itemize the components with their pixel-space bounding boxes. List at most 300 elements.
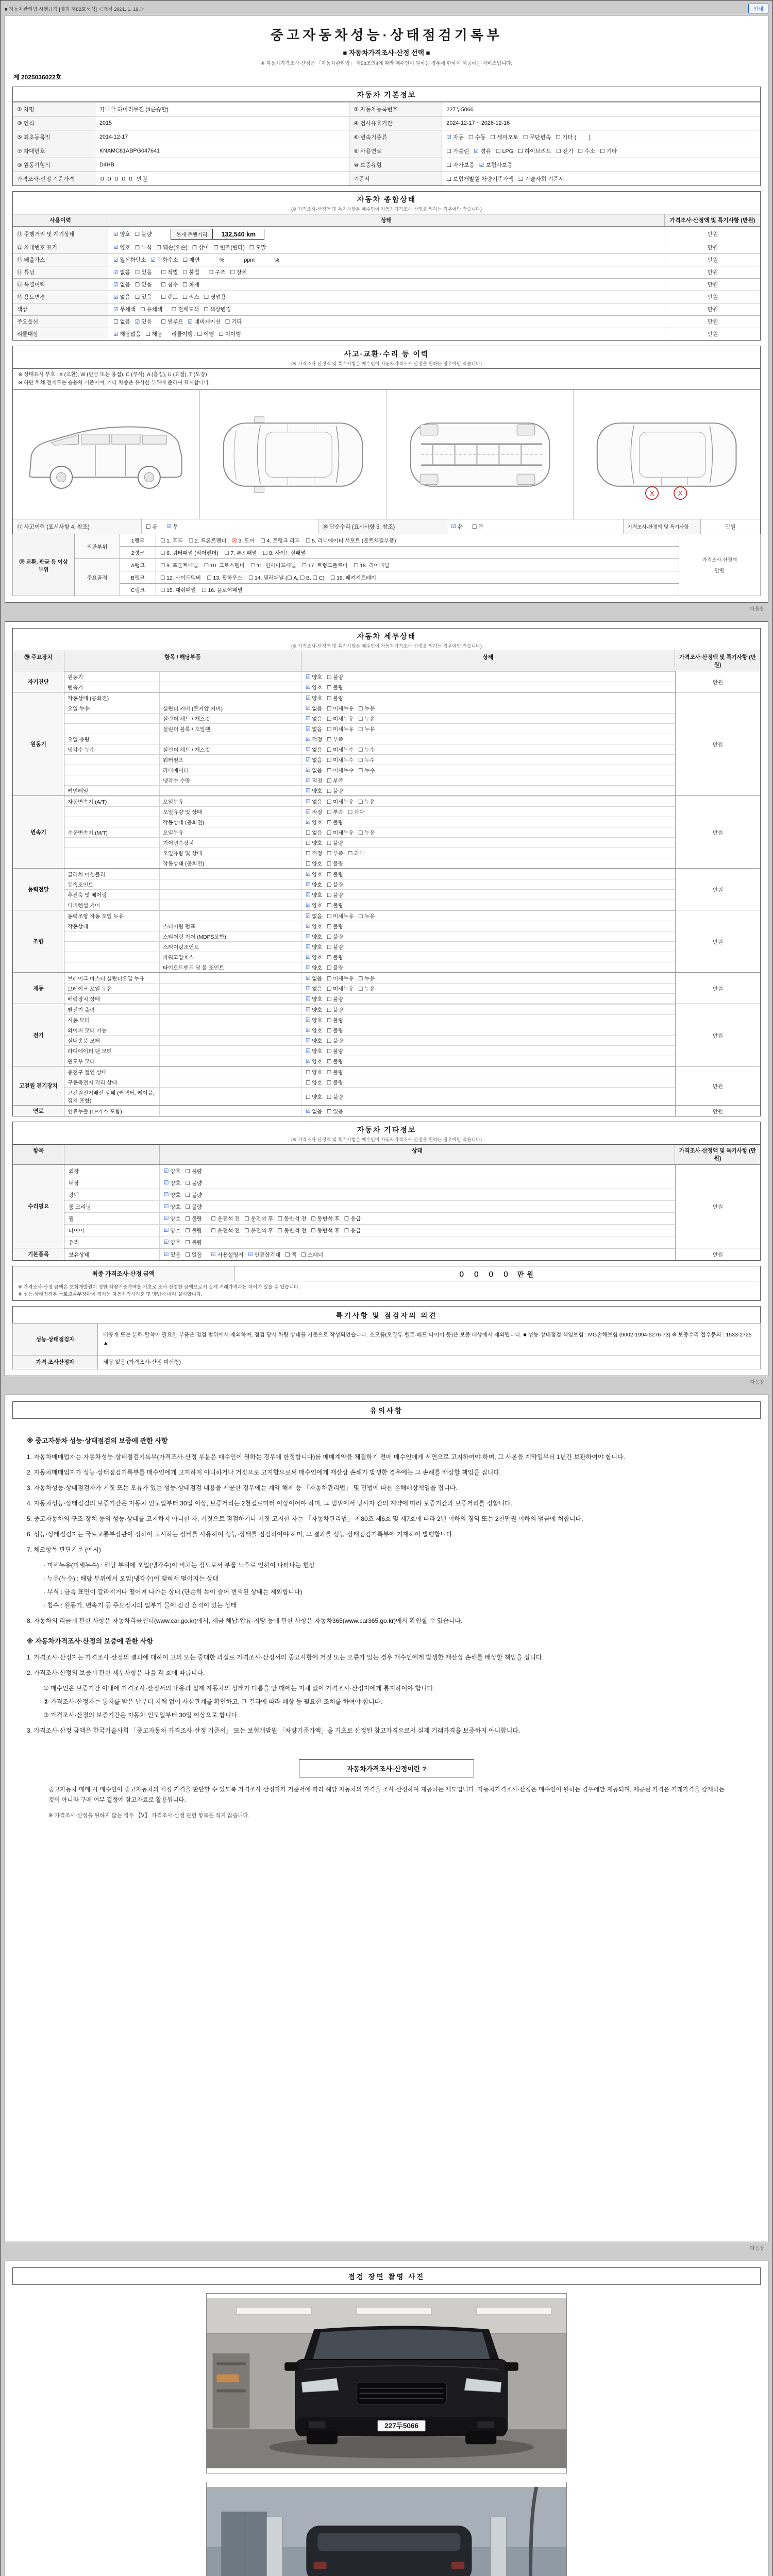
price-cell: 만원: [675, 796, 760, 868]
sub-item-label: [160, 1106, 301, 1116]
sub-item-label: [160, 984, 301, 993]
status-cell: ☑ 양호 ☐ 불량: [306, 1027, 344, 1034]
field-label: ⑩ 보증유형: [349, 158, 442, 172]
basic-info-row: [13, 158, 760, 172]
device-row: [64, 765, 675, 775]
price-cell: 만원: [675, 1004, 760, 1066]
price-cell: 만원: [665, 241, 760, 253]
status-cell: ☑ 양호 ☐ 불량: [306, 1017, 344, 1024]
remarks-table: [12, 1323, 761, 1369]
appraiser-comment: 해당 없음 (가격조사·산정 미신청): [98, 1355, 761, 1369]
sub-item-label: 오일누유: [160, 827, 301, 837]
exchange-mark-rear-door: [674, 486, 687, 499]
final-price-label: 최종 가격조사·산정 금액: [13, 1266, 234, 1281]
device-row: [64, 744, 675, 754]
status-cell: ☑ 없음 ☐ 있음: [306, 1108, 344, 1115]
item-label: [64, 962, 160, 972]
item-label: 구동축전지 격리 상태: [64, 1077, 160, 1087]
item-label: [64, 755, 160, 765]
status-cell: ☑ 양호 ☐ 불량: [306, 1038, 344, 1044]
field-value: 카니발 하이리무진 (4륜승합): [95, 103, 349, 116]
price-cell: 만원: [675, 910, 760, 972]
device-rows: [64, 973, 675, 1004]
sub-item-label: [160, 1056, 301, 1066]
photo-lift-wrap: [12, 2482, 761, 2576]
field-value: ☑ 자동 ☐ 수동 ☐ 세미오토 ☐ 무단변속 ☐ 기타 ( ): [446, 134, 591, 141]
notice-item: · 미세누유(미세누수) : 해당 부위에 오일(냉각수)이 비치는 정도로서 부품 노후로 인하여 나타나는 현상: [43, 1561, 315, 1569]
device-group: [13, 1004, 760, 1066]
sheet-basic-info: [5, 15, 768, 603]
device-group-label: 변속기: [13, 796, 64, 868]
item-label: 보유상태: [64, 1249, 160, 1260]
sub-item-label: 파워고압호스: [160, 952, 301, 962]
status-cell: ☑ 양호 ☐ 불량: [164, 1180, 202, 1187]
item-label: 내장: [64, 1177, 160, 1189]
status-cell: ☑ 적정 ☐ 부족: [306, 777, 344, 784]
item-label: 클러치 어셈블리: [64, 869, 160, 879]
sub-item-label: 스티어링 기어 (MDPS포함): [160, 931, 301, 941]
device-row: [64, 941, 675, 952]
device-row: [64, 1066, 675, 1077]
device-row: [64, 817, 675, 827]
item-label: [64, 858, 160, 868]
field-value: 2015: [95, 116, 349, 130]
item-label: 충전구 절연 상태: [64, 1067, 160, 1077]
misc-row: [64, 1200, 675, 1212]
notice-item: ※ 중고자동차 성능·상태점검의 보증에 관한 사항: [27, 1437, 168, 1445]
item-label: 타이어: [64, 1225, 160, 1236]
mileage-status: ☑ 양호 ☐ 불량 현재 주행거리 132,540 km: [108, 227, 665, 241]
field-label: 기준서: [349, 172, 442, 185]
item-label: 수동변속기 (M/T): [64, 827, 160, 837]
status-cell: ☐ 양호 ☐ 불량: [306, 1094, 344, 1100]
final-price-value: ０ ０ ０ ０ 만원: [458, 1270, 536, 1278]
device-row: [64, 1056, 675, 1066]
item-label: 발전기 출력: [64, 1005, 160, 1014]
item-label: 변속기: [64, 682, 160, 692]
next-page-indicator[interactable]: 다음장: [750, 2246, 764, 2252]
device-row: [64, 889, 675, 900]
photo-front-wrap: [12, 2293, 761, 2473]
column-header: 항목: [13, 1145, 64, 1164]
sub-item-label: [160, 973, 301, 983]
field-label: ⑥ 변속기종류: [349, 130, 442, 144]
status-cell: ☑ 양호 ☐ 불량: [306, 923, 344, 930]
column-header: 상태: [160, 1145, 675, 1164]
item-label: 배력장치 상태: [64, 994, 160, 1004]
column-header: 가격조사·산정액 및 특기사항 (만원): [679, 1148, 756, 1162]
device-row: [64, 734, 675, 744]
table-row: [13, 559, 761, 571]
sub-item-label: [160, 994, 301, 1004]
status-cell: ☑ 양호 ☐ 불량: [306, 871, 344, 878]
notice-item: 2. 자동차매매업자가 성능·상태점검기록부를 매수인에게 고지하지 아니하거나 거짓으로 고지함으로써 매수인에게 재산상 손해가 발생한 경우에는 그 손해를 배상할 책임을 집니다.: [27, 1468, 501, 1476]
table-row: [13, 571, 761, 584]
next-page-indicator[interactable]: 다음장: [750, 606, 764, 612]
status-cell: ☑ 양호 ☐ 불량: [306, 684, 344, 691]
status-cell: ☐ 없음 ☐ 미세누유 ☐ 누유: [306, 831, 375, 836]
remarks-title: 특기사항 및 점검자의 의견: [12, 1306, 761, 1324]
field-value: ☐ 가솔린 ☑ 경유 ☐ LPG ☐ 하이브리드 ☐ 전기 ☐ 수소 ☐ 기타: [446, 148, 617, 155]
device-group-label: 고전원 전기장치: [13, 1066, 64, 1105]
sub-item-label: [160, 682, 301, 692]
price-cell: 만원: [665, 266, 760, 278]
sub-item-label: [160, 1005, 301, 1014]
status-cell: ☑ 없음 ☐ 미세누유 ☐ 누유: [306, 726, 375, 733]
device-rows: [64, 1106, 675, 1116]
sub-item-label: [160, 869, 301, 879]
detail-table: [12, 651, 761, 1116]
sub-item-label: [160, 890, 301, 900]
sub-item-label: [160, 911, 301, 921]
field-label: 가격조사·산정 기준가격: [13, 172, 95, 185]
device-rows: [64, 796, 675, 868]
sub-item-label: 오일유량 및 상태: [160, 807, 301, 817]
notices-body: [12, 1419, 761, 1746]
device-group: [13, 671, 760, 692]
sub-item-label: 스티어링 펌프: [160, 921, 301, 931]
device-row: [64, 900, 675, 910]
item-label: [64, 807, 160, 817]
device-row: [64, 1035, 675, 1045]
section-header-comprehensive: 자동차 종합상태 (※ 가격조사·산정액 및 특기사항은 매수인이 자동차가격조사·산정을 원하는 경우에만 적습니다): [12, 191, 761, 214]
notices-title: 유의사항: [12, 1401, 761, 1419]
device-row: [64, 869, 675, 879]
misc-header-row: [13, 1145, 760, 1165]
sub-item-label: [160, 672, 301, 682]
field-value: D4HB: [95, 158, 349, 172]
license-plate-text: 227두5066: [384, 2422, 419, 2430]
item-label: 냉각수 누수: [64, 744, 160, 754]
status-cell: ☑ 양호 ☐ 불량: [306, 944, 344, 951]
sub-item-label: 워터펌프: [160, 755, 301, 765]
device-row: [64, 1014, 675, 1025]
misc-row: [64, 1177, 675, 1189]
section-header-misc: 자동차 기타정보 (※ 가격조사·산정액 및 특기사항은 매수인이 자동차가격조사·산정을 원하는 경우에만 적습니다): [12, 1122, 761, 1144]
item-label: 브레이크 마스터 실린더오일 누유: [64, 973, 160, 983]
row-label: ⑬ 배출가스: [13, 254, 108, 266]
device-row: [64, 703, 675, 713]
price-cell: 만원: [675, 692, 760, 795]
sub-item-label: 실린더 블록 / 오일팬: [160, 724, 301, 734]
rank-label: B랭크: [120, 571, 156, 584]
notice-item: ② 가격조사·산정자는 통지를 받은 날부터 지체 없이 사실관계를 확인하고, 그 결과에 따라 배상 등 필요한 조치를 하여야 합니다.: [43, 1698, 382, 1705]
field-label: ① 차명: [13, 103, 95, 116]
accident-history-label: ⑰ 사고이력 (표시사항 4. 참조): [13, 519, 142, 534]
price-cell: 만원: [725, 523, 736, 530]
comprehensive-row: [13, 241, 760, 253]
status-cell: ☑ 양호 ☐ 불량: [306, 954, 344, 961]
sub-item-label: [160, 900, 301, 910]
item-label: [64, 775, 160, 785]
device-row: [64, 921, 675, 931]
rank-label: A랭크: [120, 559, 156, 571]
item-label: 휠: [64, 1213, 160, 1224]
row-label: ⑪ 주행거리 및 계기상태: [13, 227, 108, 241]
column-header: ⑳ 주요장치: [13, 651, 64, 671]
sub-item-label: 기어변속장치: [160, 838, 301, 848]
notice-item: · 침수 : 원동기, 변속기 등 주요장치의 일부가 물에 잠긴 흔적이 있는 상태: [43, 1601, 237, 1609]
rank-items: ☐ 9. 프론트패널 ☐ 10. 크로스멤버 ☐ 11. 인사이드패널 ☐ 17. 트렁크플로어 ☐ 18. 리어패널: [156, 559, 679, 571]
rank-label: C랭크: [120, 584, 156, 596]
status-cell: ☑ 해당없음 ☐ 해당 리콜이행 : ☐ 이행 ☐ 미이행: [113, 331, 241, 337]
detail-groups: [13, 671, 760, 1116]
final-price-notes: [12, 1281, 761, 1301]
item-label: 디퍼렌셜 기어: [64, 900, 160, 910]
notice-item: 3. 가격조사·산정 금액은 한국기술사회 「중고자동차 가격조사·산정 기준서」 또는 보험개발원 「차량기준가액」을 기초로 산정된 참고가격으로서 실제 거래가격을 보증하지 아니합니다.: [27, 1726, 520, 1734]
field-label: ⑦ 차대번호: [13, 144, 95, 158]
notice-item: 1. 가격조사·산정자는 가격조사·산정의 결과에 대하여 고의 또는 중대한 과실로 가격조사·산정서의 중요사항에 거짓 또는 오류가 있는 경우 매수인에게 발생한 재산상 손해를 배상할 책임을 집니다.: [27, 1653, 544, 1661]
current-mileage-box: 현재 주행거리 132,540 km: [171, 229, 264, 240]
simple-repair-value: ☑ 유 ☐ 무: [447, 519, 624, 534]
device-rows: [64, 910, 675, 972]
column-header: 가격조사·산정액 및 특기사항 (만원): [669, 217, 755, 224]
status-cell: ☑ 양호 ☐ 불량: [306, 1058, 344, 1065]
column-header: 가격조사·산정액 및 특기사항 (만원): [679, 654, 756, 668]
next-page-indicator[interactable]: 다음장: [750, 1380, 764, 1386]
misc-row: [64, 1248, 675, 1260]
notice-item: 5. 중고자동차의 구조·장치 등의 성능·상태를 고지하지 아니한 자, 거짓으로 점검하거나 거짓 고지한 자는 「자동차관리법」 제80조 제6호 및 제7호에 따라 2년 이하의 징역 또는 2천만원 이하의 벌금에 처합니다.: [27, 1515, 583, 1522]
comprehensive-row: [13, 328, 760, 340]
device-group: [13, 1066, 760, 1105]
device-row: [64, 723, 675, 734]
price-cell: 만원: [665, 328, 760, 340]
inspector-comment: 비공개 또는 분해·탈착이 필요한 부품은 점검 범위에서 제외하며, 점검 당시 차량 상태를 기준으로 작성되었습니다. 소모품(오일류·벨트·패드·타이어 등)은 보증 대상에서 제외됩니다. ■ 성능·상태점검 책임보험 : MG손해보험 (9002-1994-5276-73) ※ 보증수리 접수문의 : 1533-2725 ▲: [98, 1323, 761, 1355]
car-side-view-diagram: [13, 390, 200, 519]
row-label: 리콜대상: [13, 328, 108, 340]
device-row: [64, 910, 675, 921]
device-row: [64, 1077, 675, 1087]
notice-item: 4. 자동차성능·상태점검의 보증기간은 자동차 인도일부터 30일 이상, 보증거리는 2천킬로미터 이상이어야 하며, 그 범위에서 당사자 간의 계약에 따라 보증기간과 보증거리를 정합니다.: [27, 1499, 513, 1507]
status-cell: ☑ 없음 ☐ 미세누유 ☐ 누유: [306, 913, 375, 920]
rank-items: ☐ 12. 사이드멤버 ☐ 13. 휠하우스 ☐ 14. 필러패널 (☐ A, ☐ B, ☐ C) ☐ 19. 패키지트레이: [156, 571, 679, 584]
misc-row: [64, 1165, 675, 1177]
sub-item-label: [160, 1015, 301, 1025]
price-cell: 만원: [675, 869, 760, 910]
status-cell: ☑ 없음 ☐ 있음 ☐ 렌트 ☐ 리스 ☐ 영업용: [113, 294, 226, 300]
exchange-mark-front-door: [646, 486, 659, 499]
rank-items: ☐ 15. 대쉬패널 ☐ 16. 플로어패널: [156, 584, 679, 596]
rank-items: ☐ 1. 후드 ☐ 2. 프론트펜더 ☒ 3. 도어 ☐ 4. 트렁크 리드 ☐ 5. 라디에이터 서포트 (볼트체결부품): [156, 534, 679, 547]
item-label: [64, 765, 160, 775]
field-label: ⑧ 사용연료: [349, 144, 442, 158]
item-label: 시동 모터: [64, 1015, 160, 1025]
sub-item-label: [160, 786, 301, 795]
row-label: 주요옵션: [13, 316, 108, 328]
detail-header-row: [13, 651, 760, 671]
rank-label: 1랭크: [120, 534, 156, 547]
sub-item-label: 타이로드엔드 및 볼 조인트: [160, 962, 301, 972]
price-cell: 만원: [665, 291, 760, 303]
notice-item: ③ 가격조사·산정의 보증기간은 자동차 인도일부터 30일 이상으로 합니다.: [43, 1711, 239, 1719]
device-row: [64, 692, 675, 703]
price-cell: 만원: [665, 279, 760, 291]
device-row: [64, 796, 675, 806]
price-cell: 만원: [675, 1106, 760, 1116]
final-price-row: [12, 1266, 761, 1281]
basic-info-row: [13, 116, 760, 130]
device-row: [64, 1106, 675, 1116]
comprehensive-row: [13, 266, 760, 278]
misc-row: [64, 1236, 675, 1248]
svg-text:X: X: [678, 489, 683, 497]
column-header: 상태: [108, 214, 665, 226]
print-button[interactable]: 인쇄: [748, 4, 768, 13]
field-value: ☐ 보험개발원 차량기준가액 ☐ 기술사회 기준서: [446, 176, 564, 182]
device-rows: [64, 869, 675, 910]
item-label: 원동기: [64, 672, 160, 682]
status-cell: ☑ 양호 ☐ 불량: [164, 1192, 202, 1198]
column-header: 상태: [301, 651, 675, 671]
price-cell: 만원: [675, 1165, 760, 1248]
item-label: [64, 952, 160, 962]
status-cell: ☑ 양호 ☐ 불량: [164, 1204, 202, 1210]
appraiser-label: 가격·조사산정자: [13, 1355, 98, 1369]
rank-items: ☐ 6. 쿼터패널 (리어펜더) ☐ 7. 루프패널 ☐ 8. 사이드실패널: [156, 547, 679, 559]
sub-item-label: 라디에이터: [160, 765, 301, 775]
item-label: 룸 크리닝: [64, 1201, 160, 1212]
item-label: 라디에이터 팬 모터: [64, 1046, 160, 1056]
car-top-view-diagram: [200, 390, 387, 519]
sub-item-label: 오일누유: [160, 796, 301, 806]
notice-item: · 부식 : 금속 표면이 갈라지거나 떨어져 나가는 상태 (단순히 녹이 슬어 변색된 상태는 제외합니다): [43, 1588, 303, 1596]
svg-text:X: X: [650, 489, 654, 497]
device-group-label: 조향: [13, 910, 64, 972]
notice-item: ① 매수인은 보증기간 이내에 가격조사·산정서의 내용과 실제 자동차의 상태가 다름을 안 때에는 지체 없이 가격조사·산정자에게 통지하여야 합니다.: [43, 1684, 435, 1692]
status-cell: ☑ 양호 ☐ 불량: [306, 934, 344, 940]
field-label: ⑤ 최초등록일: [13, 130, 95, 144]
inspection-photo-lift: [206, 2482, 567, 2576]
item-label: 작동상태: [64, 921, 160, 931]
status-cell: ☑ 없음 ☐ 미세누유 ☐ 누유: [306, 986, 375, 992]
item-label: 광택: [64, 1189, 160, 1200]
item-label: [64, 817, 160, 827]
status-cell: ☑ 양호 ☐ 불량: [306, 964, 344, 971]
row-label: ⑫ 차대번호 표기: [13, 241, 108, 253]
status-cell: ☑ 양호 ☐ 불량: [164, 1239, 202, 1246]
device-row: [64, 713, 675, 723]
price-info-footnote: ※ 가격조사·산정을 원하지 않는 경우 【Ⅴ】 가격조사·산정 관련 항목은 적지 않습니다.: [48, 1812, 250, 1819]
basic-info-row: [13, 102, 760, 116]
sheet-notices: [5, 1395, 768, 2242]
device-row: [64, 879, 675, 889]
page-subtitle: ■ 자동차가격조사·산정 선택 ■: [343, 49, 430, 57]
car-diagrams: [12, 389, 761, 519]
mileage-row: [13, 227, 760, 241]
status-cell: ☑ 양호 ☐ 불량 ☐ 운전석 전 ☐ 운전석 후 ☐ 동반석 전 ☐ 동반석 후 ☐ 응급: [164, 1215, 361, 1222]
device-row: [64, 973, 675, 983]
row-label: ⑭ 튜닝: [13, 266, 108, 278]
device-row: [64, 1004, 675, 1014]
sub-item-label: 실린더 커버 (로커암 커버): [160, 703, 301, 713]
status-cell: ☑ 없음 ☐ 미세누유 ☐ 누유: [306, 716, 375, 722]
basic-info-row: [13, 144, 760, 158]
table-row: [13, 584, 761, 596]
sheet-photos: [5, 2261, 768, 2576]
item-label: 윈도우 모터: [64, 1056, 160, 1066]
table-row: [13, 1323, 761, 1355]
device-row: [64, 775, 675, 785]
basic-info-table: [12, 101, 761, 186]
device-group: [13, 1105, 760, 1116]
status-cell: ☑ 일산화탄소 ☑ 탄화수소 ☐ 매연 % ppm %: [113, 257, 279, 263]
section-header-accident: 사고·교환·수리 등 이력 (※ 가격조사·산정액 및 특기사항은 매수인이 자동차가격조사·산정을 원하는 경우에만 적습니다): [12, 346, 761, 368]
notice-item: ※ 자동차가격조사·산정의 보증에 관한 사항: [27, 1637, 153, 1645]
column-header: 항목 / 해당부품: [64, 651, 301, 671]
legend-line: ※ 하단 차체 전개도는 승용차 기준이며, 기타 차종은 유사한 부위에 준하여 표시합니다.: [18, 380, 210, 386]
sub-item-label: 오일유량 및 상태: [160, 848, 301, 858]
sub-item-label: [160, 1046, 301, 1056]
simple-repair-label: ⑱ 단순수리 (표시사항 5. 참조): [318, 519, 447, 534]
device-row: [64, 682, 675, 692]
sub-item-label: [160, 1088, 301, 1105]
price-info-box: [48, 1759, 725, 1819]
page-subtitle-note: ※ 자동차가격조사·산정은 「자동차관리법」 제58조의4에 따라 매수인이 원하는 경우에 한하여 제공하는 서비스입니다.: [261, 61, 512, 66]
row-label: ⑯ 용도변경: [13, 291, 108, 303]
row-label: ⑮ 특별이력: [13, 279, 108, 291]
status-cell: ☐ 양호 ☐ 불량: [306, 841, 344, 846]
notice-item: 6. 성능·상태점검자는 국토교통부장관이 정하여 고시하는 장비를 사용하여 성능·상태를 점검하여야 하며, 그 결과를 성능·상태점검기록부에 기재하여 발행합니다.: [27, 1530, 454, 1538]
comprehensive-header-row: [13, 214, 760, 227]
sub-item-label: [160, 1067, 301, 1077]
device-row: [64, 858, 675, 868]
exchange-table-label: ⑲ 교환, 판금 등 이상 부위: [13, 534, 75, 596]
device-group-label: 자기진단: [13, 671, 64, 692]
misc-row: [64, 1189, 675, 1200]
device-row: [64, 993, 675, 1004]
status-cell: ☐ 양호 ☐ 불량: [306, 1070, 344, 1076]
status-cell: ☑ 적정 ☐ 부족: [306, 736, 344, 743]
price-cell: 만원: [665, 254, 760, 266]
item-label: 외장: [64, 1165, 160, 1177]
car-underbody-diagram: [387, 390, 574, 519]
legend-line: ※ 상태표시 부호 : X (교환), W (판금 또는 용접), C (부식), A (흠집), U (요철), T (도장): [18, 372, 207, 378]
device-row: [64, 671, 675, 682]
section-header-detail: 자동차 세부상태 (※ 가격조사·산정액 및 특기사항은 매수인이 자동차가격조사·산정을 원하는 경우에만 적습니다): [12, 628, 761, 651]
notice-item: · 누유(누수) : 해당 부위에서 오일(냉각수)이 맺혀서 떨어지는 상태: [43, 1574, 219, 1582]
field-label: ③ 연식: [13, 116, 95, 130]
notice-item: 8. 자동차의 리콜에 관한 사항은 자동차리콜센터(www.car.go.kr)에서, 세금 체납·압류·저당 등에 관한 사항은 자동차365(www.car365.go.kr)에서 확인할 수 있습니다.: [27, 1617, 463, 1624]
field-label: ⑨ 원동기형식: [13, 158, 95, 172]
misc-group-label: 수리필요: [13, 1165, 64, 1248]
field-value: ０ ０ ０ ０ ０ 만원: [95, 172, 349, 185]
item-label: 등속조인트: [64, 879, 160, 889]
sub-item-label: 실린더 헤드 / 개스킷: [160, 744, 301, 754]
device-row: [64, 1045, 675, 1056]
item-label: 연료누출 (LP가스 포함): [64, 1106, 160, 1116]
status-cell: ☑ 양호 ☐ 불량: [306, 788, 344, 794]
notice-item: 2. 가격조사·산정의 보증에 관한 세부사항은 다음 각 호에 따릅니다.: [27, 1669, 205, 1676]
sub-item-label: [160, 693, 301, 703]
price-cell: 만원: [675, 973, 760, 1004]
comprehensive-row: [13, 291, 760, 303]
sub-item-label: [160, 1077, 301, 1087]
inspection-photo-front: [206, 2293, 567, 2473]
device-group-label: 연료: [13, 1106, 64, 1116]
table-row: [13, 547, 761, 559]
price-cell: 만원: [665, 303, 760, 315]
device-group-label: 원동기: [13, 692, 64, 795]
device-row: [64, 848, 675, 858]
sub-item-label: 작동상태 (공회전): [160, 858, 301, 868]
notice-item: 7. 체크항목 판단기준 (예시): [27, 1546, 101, 1553]
device-rows: [64, 671, 675, 692]
sub-item-label: [160, 879, 301, 889]
sub-item-label: 작동상태 (공회전): [160, 817, 301, 827]
status-cell: ☑ 없음 ☐ 미세누유 ☐ 누유: [306, 705, 375, 712]
status-cell: ☑ 양호 ☐ 불량: [306, 996, 344, 1003]
comprehensive-table: [12, 214, 761, 341]
